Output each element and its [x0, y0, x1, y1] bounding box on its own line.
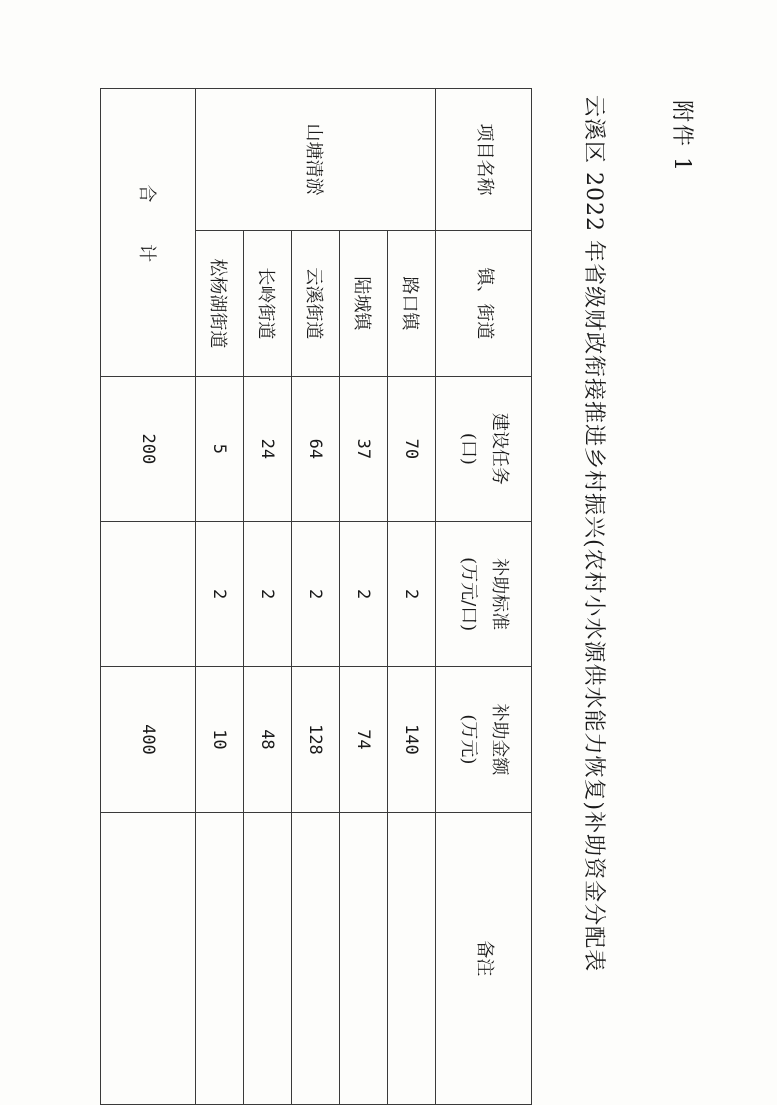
remark-cell — [340, 812, 388, 1104]
amount-cell: 140 — [388, 667, 436, 812]
town-cell: 松杨湖街道 — [196, 231, 244, 377]
header-remark: 备注 — [436, 812, 532, 1104]
standard-cell: 2 — [292, 522, 340, 667]
town-cell: 云溪街道 — [292, 231, 340, 377]
task-cell: 37 — [340, 376, 388, 521]
amount-cell: 10 — [196, 667, 244, 812]
table-row — [340, 89, 388, 1105]
header-standard-line2: (万元/口) — [458, 557, 480, 632]
remark-cell — [292, 812, 340, 1104]
amount-cell: 128 — [292, 667, 340, 812]
header-standard-line1: 补助标准 — [489, 558, 511, 631]
standard-cell: 2 — [340, 522, 388, 667]
header-amount-line1: 补助金额 — [489, 703, 511, 776]
table-row — [244, 89, 292, 1105]
header-town: 镇、街道 — [436, 231, 532, 377]
total-amount: 400 — [101, 667, 196, 812]
task-cell: 70 — [388, 376, 436, 521]
remark-cell — [244, 812, 292, 1104]
header-task — [436, 376, 532, 521]
project-cell: 山塘清淤 — [196, 89, 436, 231]
header-task-line1: 建设任务 — [489, 412, 511, 485]
remark-cell — [388, 812, 436, 1104]
standard-cell: 2 — [196, 522, 244, 667]
table-row — [388, 89, 436, 1105]
task-cell: 64 — [292, 376, 340, 521]
table-row — [196, 89, 244, 1105]
total-task: 200 — [101, 376, 196, 521]
header-amount — [436, 667, 532, 812]
town-cell: 路口镇 — [388, 231, 436, 377]
total-row — [101, 89, 196, 1105]
attachment-label: 附件 1 — [669, 100, 694, 173]
table-header-row — [436, 89, 532, 1105]
header-project-name: 项目名称 — [436, 89, 532, 231]
town-cell: 长岭街道 — [244, 231, 292, 377]
header-task-line2: (口) — [458, 432, 480, 465]
town-cell: 陆城镇 — [340, 231, 388, 377]
amount-cell: 48 — [244, 667, 292, 812]
task-cell: 24 — [244, 376, 292, 521]
header-amount-line2: (万元) — [458, 714, 480, 765]
header-standard — [436, 522, 532, 667]
standard-cell: 2 — [388, 522, 436, 667]
standard-cell: 2 — [244, 522, 292, 667]
total-remark — [101, 812, 196, 1104]
total-label: 合 计 — [101, 89, 196, 377]
amount-cell: 74 — [340, 667, 388, 812]
allocation-table — [100, 88, 532, 1105]
document-title: 云溪区 2022 年省级财政衔接推进乡村振兴(农村小水源供水能力恢复)补助资金分配表 — [581, 95, 606, 973]
table-row — [292, 89, 340, 1105]
remark-cell — [196, 812, 244, 1104]
task-cell: 5 — [196, 376, 244, 521]
total-standard — [101, 522, 196, 667]
